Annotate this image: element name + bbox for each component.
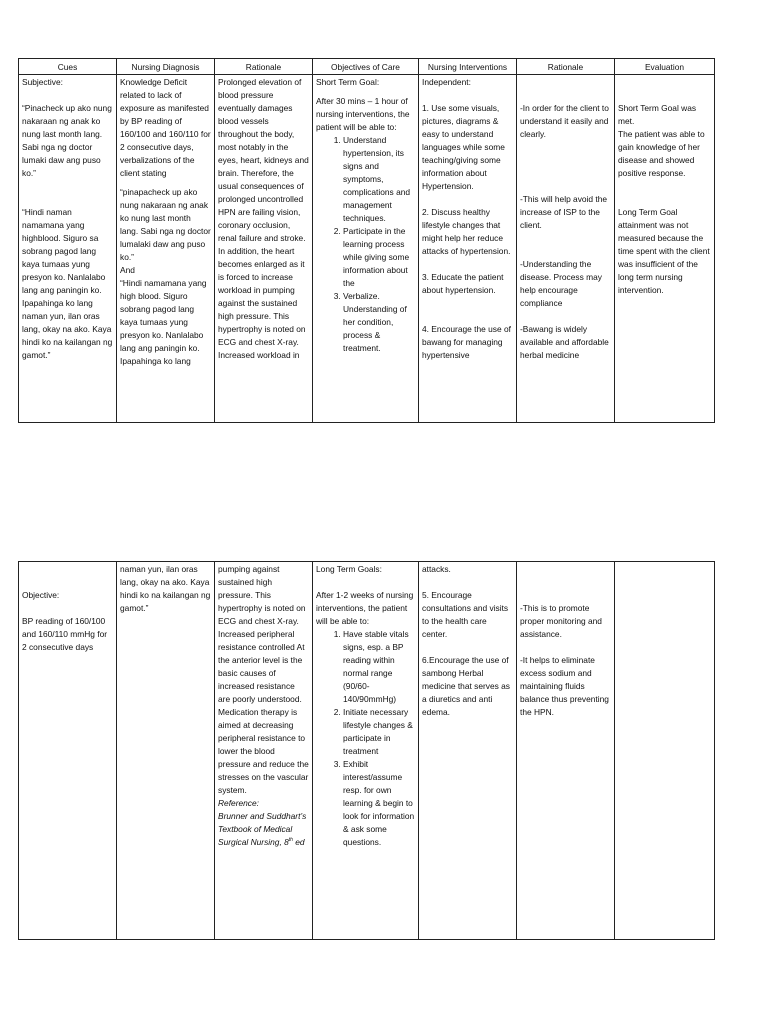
header-rationale: Rationale (215, 59, 313, 75)
cues-cell (19, 562, 117, 940)
evaluation-cell (615, 562, 715, 940)
reference-label: Reference: (218, 798, 259, 808)
rationale-item: -This is to promote proper monitoring and assistance. (520, 603, 602, 639)
rationale-item: -This will help avoid the increase of ISP to the client. (520, 194, 608, 230)
rationale-text: Prolonged elevation of blood pressure eventually damages blood vessels throughout the body, most notably in the eyes, heart, kidneys and brain. Therefore, the usual consequences of prolonged uncontrolled HPN are failing vision, coronary occlusion, renal failure and stroke. In addition, the heart becomes enlarged as it is forced to increase workload in pumping against the sustained high pressure. This hypertrophy is noted on ECG and chest X-ray. Increased workload in (218, 77, 309, 360)
header-objectives: Objectives of Care (313, 59, 419, 75)
reference-title: Brunner and Suddhart’s Textbook of Medical Surgical Nursing (218, 811, 307, 847)
intervention-item: attacks. (422, 564, 451, 574)
objectives-cell (313, 562, 419, 940)
rationale-item: -Understanding the disease. Process may help encourage compliance (520, 259, 602, 308)
short-term-goal-list (316, 134, 415, 355)
diagnosis-quote-1: “pinapacheck up ako nung nakaraan ng anak ko nung last month lang. Sabi nga ng doctor lumalaki daw ang puso ko.” (120, 187, 211, 262)
cues-cell (19, 75, 117, 423)
goal-item: 2. Participate in the learning process while giving some information about the (343, 225, 415, 290)
long-term-goal-heading: Long Term Goals: (316, 564, 382, 574)
objective-label: Objective: (22, 590, 60, 600)
header-row (19, 59, 715, 75)
header-nursing-diagnosis: Nursing Diagnosis (117, 59, 215, 75)
goal-item: 3. Verbalize. Understanding of her condition, process & treatment. (343, 290, 415, 355)
header-evaluation: Evaluation (615, 59, 715, 75)
evaluation-cell (615, 75, 715, 423)
short-term-goal-met: Short Term Goal was met. (618, 103, 697, 126)
care-plan-table-page1 (18, 58, 715, 423)
rationale-text-continued: pumping against sustained high pressure. This hypertrophy is noted on ECG and chest X-ray. Increased peripheral resistance controlled At the anterior level is the basic causes of increased resistance are poorly understood. Medication therapy is aimed at decreasing peripheral resistance to lower the blood pressure and reduce the stresses on the vascular system. (218, 564, 309, 795)
interventions-cell (419, 75, 517, 423)
content-row (19, 75, 715, 423)
rationale-cell (215, 562, 313, 940)
intervention-item: 1. Use some visuals, pictures, diagrams & easy to understand languages while some teaching/giving some information about Hypertension. (422, 103, 505, 191)
intervention-item: 4. Encourage the use of bawang for managing hypertensive (422, 324, 511, 360)
short-term-evaluation: The patient was able to gain knowledge of her disease and showed positive response. (618, 129, 705, 178)
care-plan-table-page2 (18, 561, 715, 940)
goal-item: 3. Exhibit interest/assume resp. for own learning & begin to look for information & ask some questions. (343, 758, 415, 849)
long-term-goal-list (316, 628, 415, 849)
cue-quote-1: “Pinacheck up ako nung nakaraan ng anak ko nung last month lang. Sabi nga ng doctor lumaki daw ang puso ko.” (22, 103, 112, 178)
objectives-cell (313, 75, 419, 423)
intervention-item: 2. Discuss healthy lifestyle changes that might help her reduce attacks of hypertension. (422, 207, 511, 256)
intervention-item: 6.Encourage the use of sambong Herbal medicine that serves as a diuretics and anti edema. (422, 655, 510, 717)
long-term-goal-intro: After 1-2 weeks of nursing interventions, the patient will be able to: (316, 590, 414, 626)
goal-item: 1. Understand hypertension, its signs and symptoms, complications and management techniques. (343, 134, 415, 225)
rationale-2-cell (517, 562, 615, 940)
intervention-item: 3. Educate the patient about hypertension. (422, 272, 504, 295)
cue-quote-2: “Hindi naman namamana yang highblood. Siguro sa sobrang pagod lang kaya tumaas yung presyon ko. Nanlalabo lang ang paningin ko. Ipapahinga ko lang naman yun, ilan oras lang, okay na ako. Kaya hindi ko na kailangan ng gamot.” (22, 207, 113, 360)
long-term-goal-heading: Long Term Goal (618, 207, 678, 217)
diagnosis-text: Knowledge Deficit related to lack of exposure as manifested by BP reading of 160/100 and 160/110 for 2 consecutive days, verbalizations of the client stating (120, 77, 211, 178)
cue-quote-continued: naman yun, ilan oras lang, okay na ako. Kaya hindi ko na kailangan ng gamot.” (120, 564, 211, 613)
reference-edition-sup: th (288, 837, 293, 844)
objective-text: BP reading of 160/100 and 160/110 mmHg for 2 consecutive days (22, 616, 108, 652)
content-row (19, 562, 715, 940)
diagnosis-and: And (120, 265, 135, 275)
interventions-cell (419, 562, 517, 940)
reference-citation (218, 810, 309, 849)
header-interventions: Nursing Interventions (419, 59, 517, 75)
rationale-item: -It helps to eliminate excess sodium and maintaining fluids balance thus preventing the HPN. (520, 655, 609, 717)
diagnosis-quote-2: “Hindi namamana yang high blood. Siguro sobrang pagod lang kaya tumaas yung presyon ko. Nanlalabo lang ang paningin ko. Ipapahinga ko lang (120, 278, 207, 366)
long-term-evaluation: attainment was not measured because the time spent with the client was insufficient of the long term nursing intervention. (618, 220, 710, 295)
header-rationale-2: Rationale (517, 59, 615, 75)
goal-item: 2. Initiate necessary lifestyle changes & participate in treatment (343, 706, 415, 758)
short-term-goal-heading: Short Term Goal: (316, 77, 380, 87)
goal-item: 1. Have stable vitals signs, esp. a BP reading within normal range (90/60-140/90mmHg) (343, 628, 415, 706)
diagnosis-cell (117, 75, 215, 423)
subjective-label: Subjective: (22, 77, 63, 87)
header-cues: Cues (19, 59, 117, 75)
rationale-item: -Bawang is widely available and affordable herbal medicine (520, 324, 609, 360)
rationale-cell (215, 75, 313, 423)
independent-heading: Independent: (422, 77, 471, 87)
reference-end: ed (295, 837, 305, 847)
reference-edition: , 8 (279, 837, 289, 847)
short-term-goal-intro: After 30 mins – 1 hour of nursing interventions, the patient will be able to: (316, 96, 410, 132)
rationale-2-cell (517, 75, 615, 423)
diagnosis-cell (117, 562, 215, 940)
intervention-item: 5. Encourage consultations and visits to the health care center. (422, 590, 509, 639)
rationale-item: -In order for the client to understand it easily and clearly. (520, 103, 609, 139)
